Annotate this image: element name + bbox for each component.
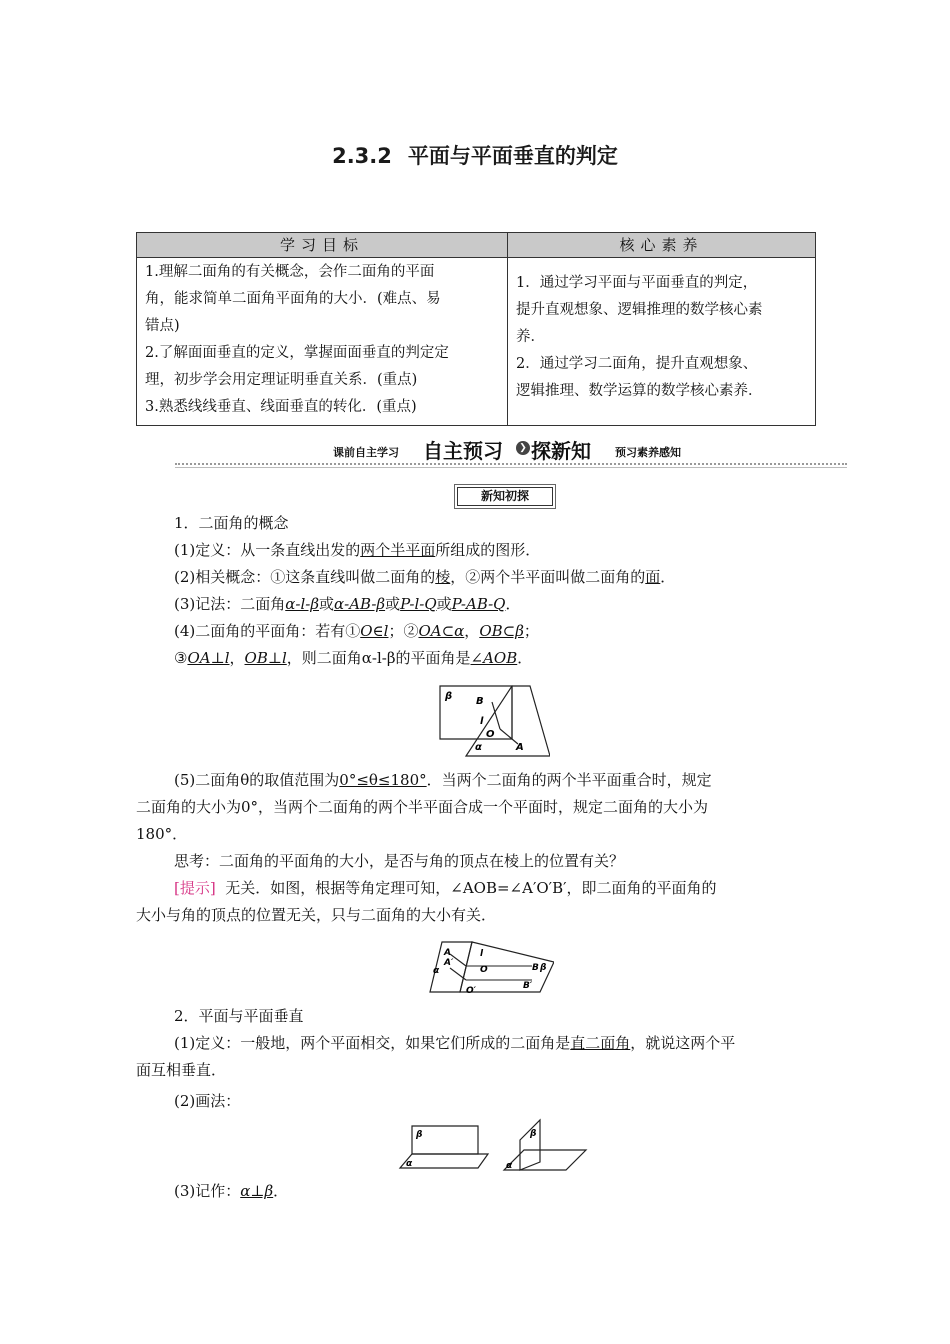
s1-think: 思考：二面角的平面角的大小，是否与角的顶点在棱上的位置有关？ [174,852,625,870]
label-o-prime: O′ [466,986,477,996]
label-a-prime: A′ [444,958,454,968]
edge-term: 棱 [435,568,451,586]
condition-1: O∈l [360,622,389,640]
s2-heading: 2．平面与平面垂直 [174,1007,304,1025]
literacy-line: 养． [516,329,545,345]
band-divider [175,463,847,465]
band-right-label: 预习素养感知 [615,446,681,459]
label-alpha2: α [433,966,440,976]
page-title [0,140,950,170]
band-main-title: 自主预习 [423,439,503,463]
condition-3b: OB⊥l [244,649,287,667]
core-literacy-cell [508,258,816,426]
section-band [175,432,847,472]
s1-range-line3: 180°． [136,825,188,843]
goal-line: 理，初步学会用定理证明垂直关系．(重点) [145,372,418,388]
def-underlined-term: 两个半平面 [360,541,436,559]
face-term: 面 [645,568,661,586]
goal-line: 角，能求简单二面角平面角的大小．(难点、易 [145,291,441,307]
literacy-line: 2．通过学习二面角，提升直观想象、 [516,356,758,372]
label-beta: β [445,691,453,702]
goal-line: 1.理解二面角的有关概念，会作二面角的平面 [145,264,435,280]
s1-heading: 1．二面角的概念 [174,514,289,532]
notation-2: α-AB-β [334,595,386,613]
s2-definition-cont: 面互相垂直． [136,1061,227,1079]
s1-hint: [提示] 无关．如图，根据等角定理可知，∠AOB=∠A′O′B′，即二面角的平面角的 [174,879,717,897]
label-beta3b: β [530,1129,537,1139]
label-beta2: β [540,963,547,973]
hint-tag: [提示] [174,879,216,897]
plane-angle-answer: ∠AOB [470,649,518,667]
goals-table [136,232,816,426]
equal-angle-figure [428,940,554,996]
label-alpha3a: α [406,1159,413,1169]
notation-1: α-l-β [285,595,319,613]
goal-line: 3.熟悉线线垂直、线面垂直的转化．(重点) [145,399,417,415]
band-divider-thin [175,467,847,468]
label-l: l [480,716,484,727]
label-b-prime: B′ [523,981,533,991]
dihedral-angle-figure [430,684,550,760]
condition-2b: OB⊂β [479,622,524,640]
horizontal-plane-alpha [400,1154,488,1168]
label-beta3a: β [416,1130,423,1140]
label-a2: A [444,948,451,958]
horizontal-plane-alpha-b [504,1150,586,1170]
literacy-line: 逻辑推理、数学运算的数学核心素养． [516,383,763,399]
goals-header-learning: 学习目标 [137,233,508,258]
label-a: A [516,742,524,753]
s1-plane-angle-cont: ③OA⊥l，OB⊥l，则二面角α-l-β的平面角是∠AOB． [174,649,533,667]
s1-hint-cont: 大小与角的顶点的位置无关，只与二面角的大小有关． [136,906,497,924]
label-b2: B [532,963,539,973]
s1-range-line2: 二面角的大小为0°，当两个二面角的两个半平面合成一个平面时，规定二面角的大小为 [136,798,709,816]
label-o: O [486,729,495,740]
condition-3a: OA⊥l [187,649,230,667]
label-o2: O [480,965,488,975]
label-alpha: α [475,742,482,753]
goals-header-literacy: 核心素养 [508,233,816,258]
label-l2: l [480,949,484,959]
s2-drawing: (2)画法： [174,1092,241,1110]
perpendicular-notation: α⊥β [240,1182,274,1200]
label-b: B [476,696,484,707]
vertical-plane-beta-b [520,1120,540,1170]
notation-4: P-AB-Q [451,595,506,613]
s1-notation: (3)记法：二面角α-l-β或α-AB-β或P-l-Q或P-AB-Q． [174,595,521,613]
perpendicular-planes-figure-b [502,1114,588,1172]
label-alpha3b: α [506,1161,513,1171]
literacy-line: 提升直观想象、逻辑推理的数学核心素 [516,302,763,318]
condition-2a: OA⊂α [418,622,465,640]
s1-definition: (1)定义：从一条直线出发的两个半平面所组成的图形． [174,541,541,559]
arrow-icon: ❯ [516,441,530,455]
ray-oa-prime [450,968,466,980]
new-knowledge-badge: 新知初探 [457,487,553,506]
section-title: 平面与平面垂直的判定 [407,144,618,168]
section-number: 2.3.2 [332,144,392,168]
literacy-line: 1．通过学习平面与平面垂直的判定， [516,275,758,291]
band-left-label: 课前自主学习 [333,446,399,459]
goal-line: 错点) [145,318,180,334]
s1-range-line1: (5)二面角θ的取值范围为0°≤θ≤180°．当两个二面角的两个半平面重合时，规定 [174,771,712,789]
s1-plane-angle: (4)二面角的平面角：若有①O∈l；②OA⊂α，OB⊂β； [174,622,539,640]
s2-definition: (1)定义：一般地，两个平面相交，如果它们所成的二面角是直二面角，就说这两个平 [174,1034,736,1052]
band-main-subtitle: 探新知 [531,439,591,463]
learning-goals-cell [137,258,508,426]
notation-3: P-l-Q [400,595,437,613]
s1-related-concepts: (2)相关概念：①这条直线叫做二面角的棱，②两个半平面叫做二面角的面． [174,568,676,586]
perpendicular-planes-figure-a [398,1124,492,1170]
right-dihedral-term: 直二面角 [570,1034,631,1052]
s2-notation: (3)记作：α⊥β． [174,1182,289,1200]
range-answer: 0°≤θ≤180° [339,771,427,789]
goal-line: 2.了解面面垂直的定义，掌握面面垂直的判定定 [145,345,449,361]
